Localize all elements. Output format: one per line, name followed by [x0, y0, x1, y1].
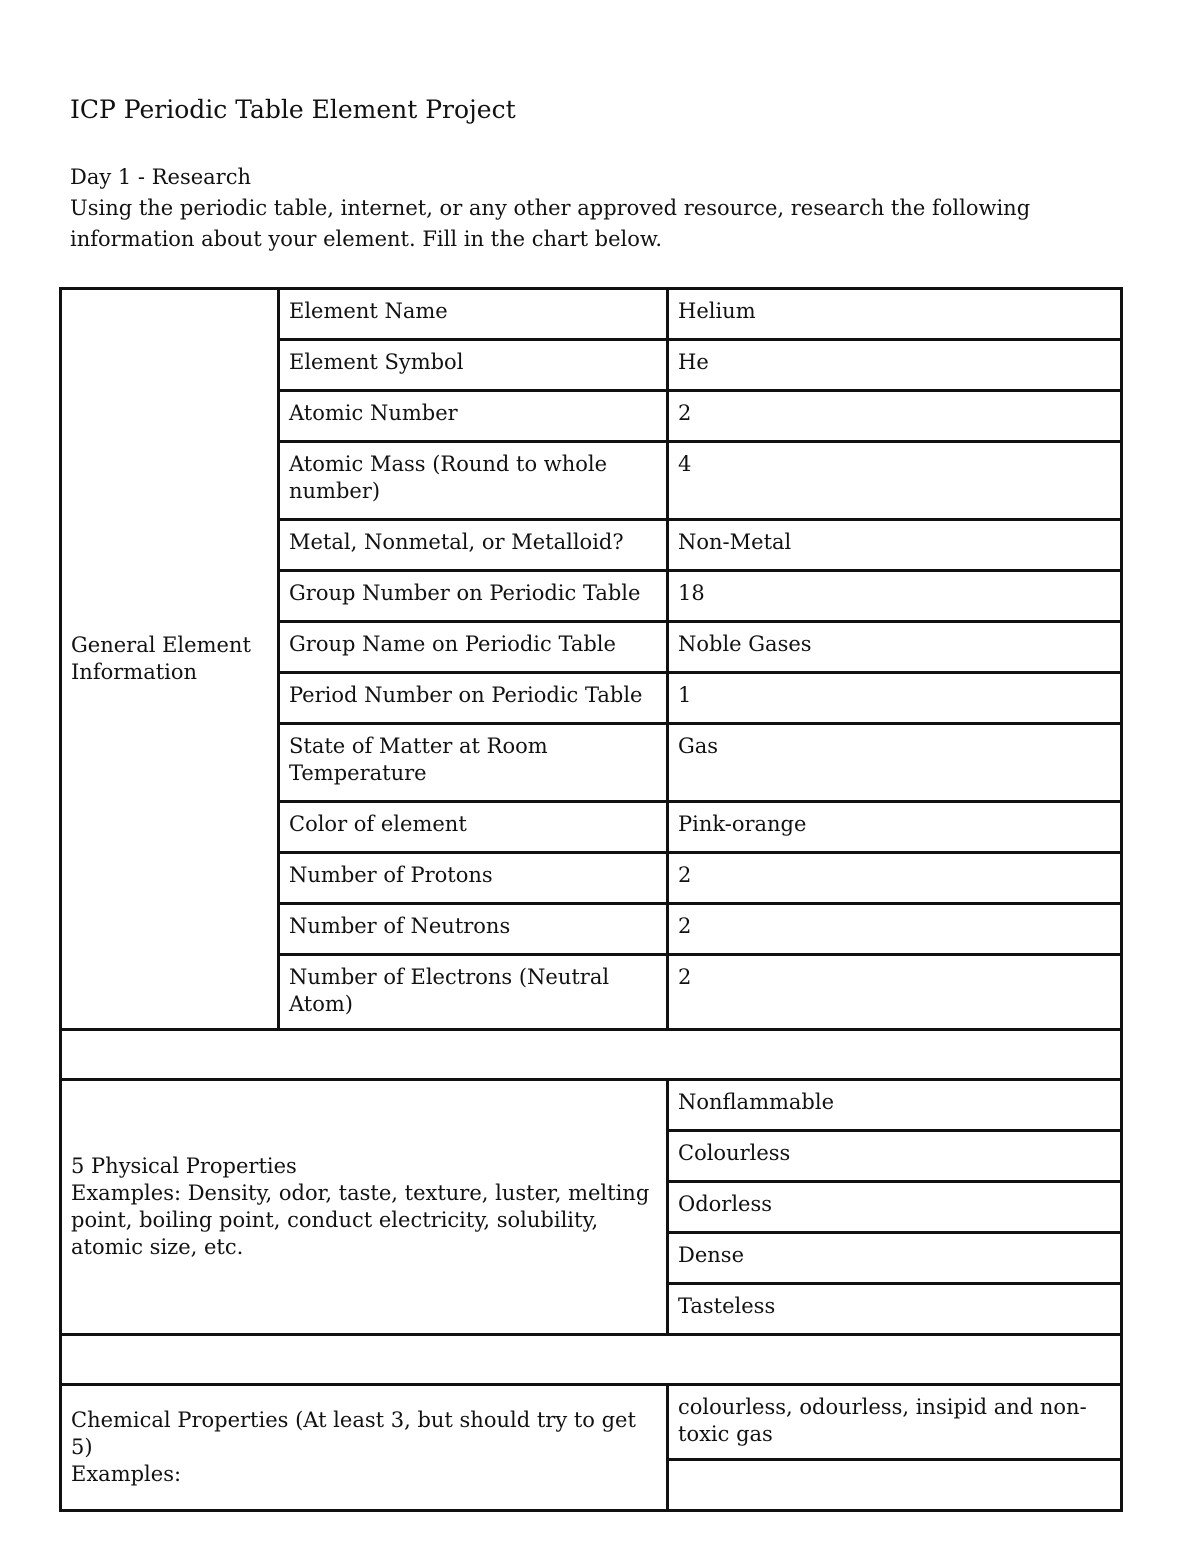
spacer-cell [61, 1335, 1122, 1385]
field-label-electrons: Number of Electrons (Neutral Atom) [279, 955, 668, 1030]
spacer-cell [61, 1030, 1122, 1080]
field-value-element-name[interactable]: Helium [668, 289, 1122, 340]
physical-property-value[interactable]: Nonflammable [668, 1080, 1122, 1131]
field-value-group-name[interactable]: Noble Gases [668, 622, 1122, 673]
table-row [61, 1080, 1122, 1131]
day-heading: Day 1 - Research [70, 165, 251, 189]
general-section-label: General Element Information [61, 289, 279, 1030]
field-label-group-name: Group Name on Periodic Table [279, 622, 668, 673]
field-label-metal-type: Metal, Nonmetal, or Metalloid? [279, 520, 668, 571]
element-chart [59, 287, 1120, 1512]
chemical-property-value[interactable]: colourless, odourless, insipid and non-toxic gas [668, 1385, 1122, 1460]
physical-property-value[interactable]: Colourless [668, 1131, 1122, 1182]
field-value-element-symbol[interactable]: He [668, 340, 1122, 391]
chemical-properties-examples: Examples: [71, 1462, 182, 1486]
table-row [61, 289, 1122, 340]
field-value-group-number[interactable]: 18 [668, 571, 1122, 622]
physical-property-value[interactable]: Dense [668, 1233, 1122, 1284]
field-value-protons[interactable]: 2 [668, 853, 1122, 904]
field-value-atomic-mass[interactable]: 4 [668, 442, 1122, 520]
instructions-text: Using the periodic table, internet, or any other approved resource, research the following information about your element. Fill in the chart below. [70, 196, 1031, 251]
field-value-state-of-matter[interactable]: Gas [668, 724, 1122, 802]
physical-properties-examples: Examples: Density, odor, taste, texture, luster, melting point, boiling point, conduct electricity, solubility, atomic size, etc. [71, 1181, 650, 1259]
field-label-atomic-number: Atomic Number [279, 391, 668, 442]
field-label-element-symbol: Element Symbol [279, 340, 668, 391]
field-value-neutrons[interactable]: 2 [668, 904, 1122, 955]
physical-properties-label [61, 1080, 668, 1335]
physical-property-value[interactable]: Tasteless [668, 1284, 1122, 1335]
field-label-period-number: Period Number on Periodic Table [279, 673, 668, 724]
element-chart-table [59, 287, 1123, 1512]
field-label-protons: Number of Protons [279, 853, 668, 904]
chemical-properties-heading: Chemical Properties (At least 3, but should try to get 5) [71, 1408, 636, 1459]
field-label-neutrons: Number of Neutrons [279, 904, 668, 955]
field-value-color[interactable]: Pink-orange [668, 802, 1122, 853]
chemical-properties-label [61, 1385, 668, 1511]
field-label-element-name: Element Name [279, 289, 668, 340]
field-label-color: Color of element [279, 802, 668, 853]
field-value-electrons[interactable]: 2 [668, 955, 1122, 1030]
chemical-property-value[interactable] [668, 1460, 1122, 1511]
table-row [61, 1385, 1122, 1460]
physical-property-value[interactable]: Odorless [668, 1182, 1122, 1233]
field-value-metal-type[interactable]: Non-Metal [668, 520, 1122, 571]
field-value-atomic-number[interactable]: 2 [668, 391, 1122, 442]
spacer-row [61, 1030, 1122, 1080]
spacer-row [61, 1335, 1122, 1385]
physical-properties-heading: 5 Physical Properties [71, 1154, 297, 1178]
field-label-group-number: Group Number on Periodic Table [279, 571, 668, 622]
field-value-period-number[interactable]: 1 [668, 673, 1122, 724]
field-label-state-of-matter: State of Matter at Room Temperature [279, 724, 668, 802]
field-label-atomic-mass: Atomic Mass (Round to whole number) [279, 442, 668, 520]
page-title: ICP Periodic Table Element Project [70, 95, 516, 124]
